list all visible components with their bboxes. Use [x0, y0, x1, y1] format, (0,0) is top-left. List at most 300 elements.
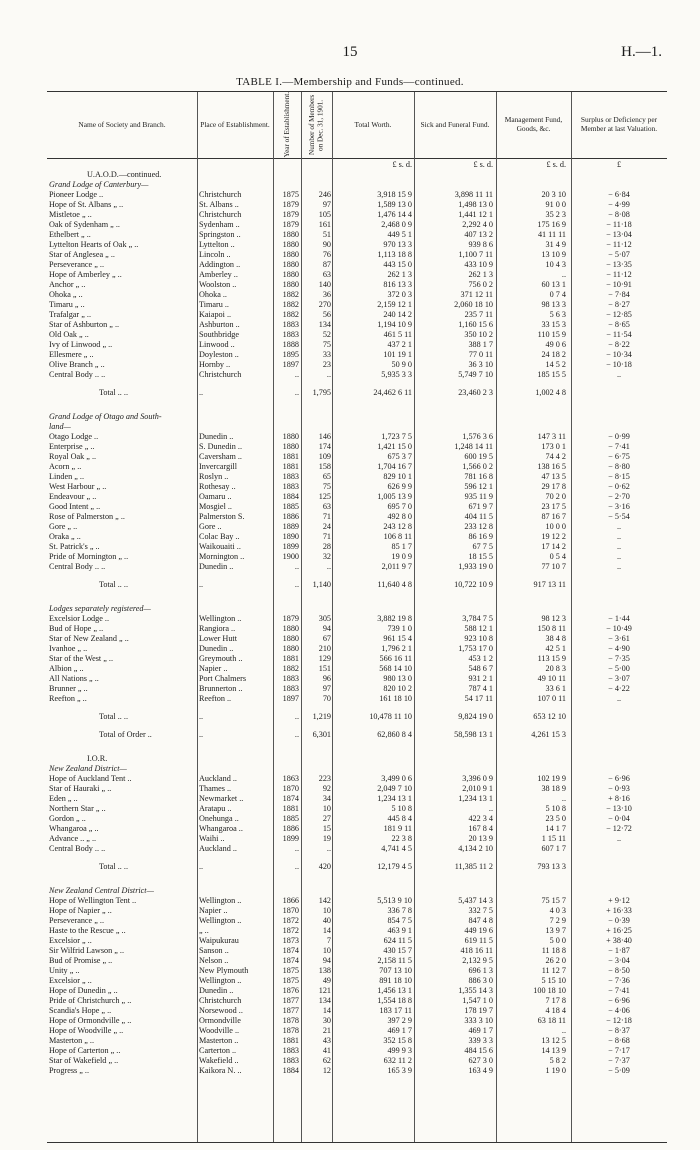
cell-sf: 2,132 9 5: [462, 956, 493, 965]
cell-name: Olive Branch „ ..: [49, 360, 105, 369]
cell-mem: 30: [322, 1016, 331, 1025]
cell-mg: ..: [561, 1026, 566, 1035]
cell-mg: 173 0 1: [541, 442, 566, 451]
section-heading: [47, 754, 667, 764]
cell-mem: 14: [322, 1006, 331, 1015]
cell-tw: 430 15 7: [383, 946, 412, 955]
cell-mem: 121: [318, 986, 331, 995]
cell-place: Addington ..: [199, 260, 241, 269]
table-row: [47, 976, 667, 986]
section-heading: [47, 764, 667, 774]
cell-mg: 23 17 5: [541, 502, 566, 511]
table-row: [47, 512, 667, 522]
cell-tw: 24,462 6 11: [373, 388, 412, 397]
cell-sf: 4,134 2 10: [458, 844, 493, 853]
cell-tw: 437 2 1: [387, 340, 412, 349]
cell-mem: 75: [322, 340, 331, 349]
cell-place: Ashburton ..: [199, 320, 240, 329]
cell-mg: 60 13 1: [541, 280, 566, 289]
cell-mem: 32: [322, 552, 331, 561]
table-row: [47, 946, 667, 956]
cell-sur: − 0·99: [608, 432, 630, 441]
cell-sf: 1,234 13 1: [458, 794, 493, 803]
cell-tw: 469 1 7: [387, 1026, 412, 1035]
cell-sf: 23,460 2 3: [458, 388, 493, 397]
cell-mem: 1,219: [312, 712, 331, 721]
cell-mg: 147 3 11: [537, 432, 566, 441]
cell-tw: 2,159 12 1: [377, 300, 412, 309]
cell-mem: 71: [322, 532, 331, 541]
cell-sur: − 3·07: [608, 674, 630, 683]
cell-name: Star of Hauraki „ ..: [49, 784, 112, 793]
cell-mem: 151: [318, 664, 331, 673]
cell-name: Star of the West „ ..: [49, 654, 113, 663]
cell-place: ..: [199, 730, 204, 739]
cell-name: Total of Order ..: [99, 730, 152, 739]
cell-sf: 886 3 0: [468, 976, 493, 985]
row-gap: [47, 380, 667, 388]
table-row: [47, 260, 667, 270]
cell-sur: ..: [616, 694, 622, 703]
table-row: [47, 794, 667, 804]
cell-year: 1886: [282, 824, 299, 833]
cell-tw: 12,179 4 5: [377, 862, 412, 871]
cell-year: 1883: [282, 1046, 299, 1055]
table-row: [47, 190, 667, 200]
row-gap: [47, 722, 667, 730]
cell-mem: 63: [322, 502, 331, 511]
table-row: [47, 674, 667, 684]
cell-name: Mistletoe „ ..: [49, 210, 92, 219]
cell-place: Christchurch: [199, 190, 242, 199]
section-heading-text: New Zealand Central District—: [49, 886, 154, 895]
section-heading: [47, 604, 667, 614]
cell-tw: 161 18 10: [379, 694, 412, 703]
cell-mg: 33 6 1: [545, 684, 566, 693]
table-row: [47, 896, 667, 906]
table-row: [47, 532, 667, 542]
table-row: [47, 472, 667, 482]
col-header-place: Place of Establishment.: [197, 92, 273, 159]
section-heading-text: Grand Lodge of Otago and South-: [49, 412, 162, 421]
cell-sur: − 5·07: [608, 250, 630, 259]
cell-mem: 10: [322, 906, 331, 915]
cell-sur: − 5·54: [608, 512, 630, 521]
cell-place: Brunnerton ..: [199, 684, 243, 693]
table-row: [47, 330, 667, 340]
cell-tw: 101 19 1: [383, 350, 412, 359]
cell-sf: 332 7 5: [468, 906, 493, 915]
cell-year: 1880: [282, 270, 299, 279]
cell-mem: 12: [322, 1066, 331, 1075]
cell-mg: 653 12 10: [533, 712, 566, 721]
total-row: [47, 580, 667, 590]
cell-place: Newmarket ..: [199, 794, 244, 803]
cell-tw: 632 11 2: [383, 1056, 412, 1065]
cell-sur: − 0·04: [608, 814, 630, 823]
cell-sur: ..: [616, 834, 622, 843]
cell-name: Star of Ashburton „ ..: [49, 320, 120, 329]
cell-sf: 469 1 7: [468, 1026, 493, 1035]
cell-place: Oamaru ..: [199, 492, 232, 501]
cell-name: Gordon „ ..: [49, 814, 86, 823]
cell-year: 1870: [282, 906, 299, 915]
cell-mem: 10: [322, 946, 331, 955]
cell-sf: 262 1 3: [468, 270, 493, 279]
cell-mem: 40: [322, 916, 331, 925]
cell-sf: 9,824 19 0: [458, 712, 493, 721]
cell-sur: ..: [616, 522, 622, 531]
cell-tw: 165 3 9: [387, 1066, 412, 1075]
cell-mem: 134: [318, 320, 331, 329]
cell-mem: 92: [322, 784, 331, 793]
cell-mg: 14 1 7: [545, 824, 566, 833]
cell-sur: − 13·10: [606, 804, 632, 813]
cell-place: Woolston ..: [199, 280, 237, 289]
cell-place: Wakefield ..: [199, 1056, 239, 1065]
table-row: [47, 542, 667, 552]
cell-mem: 27: [322, 814, 331, 823]
cell-year: ..: [294, 370, 299, 379]
table-row: [47, 684, 667, 694]
cell-sur: + 16·25: [606, 926, 632, 935]
cell-sur: − 6·75: [608, 452, 630, 461]
cell-tw: 449 5 1: [387, 230, 412, 239]
cell-mg: 607 1 7: [541, 844, 566, 853]
cell-sur: − 8·65: [608, 320, 630, 329]
cell-sf: 3,396 0 9: [462, 774, 493, 783]
page-header: [0, 44, 700, 66]
section-heading: [47, 170, 667, 180]
cell-tw: 626 9 9: [387, 482, 412, 491]
cell-mg: 33 15 3: [541, 320, 566, 329]
cell-sur: − 3·16: [608, 502, 630, 511]
cell-mg: 13 9 7: [545, 926, 566, 935]
cell-tw: 243 12 8: [383, 522, 412, 531]
table-row: [47, 552, 667, 562]
cell-sur: − 13·04: [606, 230, 632, 239]
cell-sur: − 8·08: [608, 210, 630, 219]
cell-place: Mornington ..: [199, 552, 245, 561]
cell-place: Timaru ..: [199, 300, 229, 309]
table-row: [47, 442, 667, 452]
cell-mem: 210: [318, 644, 331, 653]
cell-sur: − 1·87: [608, 946, 630, 955]
cell-sur: − 10·34: [606, 350, 632, 359]
cell-tw: 1,723 7 5: [381, 432, 412, 441]
cell-place: Christchurch: [199, 370, 242, 379]
cell-year: 1879: [282, 220, 299, 229]
cell-year: ..: [294, 730, 299, 739]
cell-tw: 4,741 4 5: [381, 844, 412, 853]
table-row: [47, 432, 667, 442]
cell-year: 1874: [282, 794, 299, 803]
cell-sur: − 7·37: [608, 1056, 630, 1065]
section-heading-text: U.A.O.D.—continued.: [87, 170, 162, 179]
cell-tw: 492 8 0: [387, 512, 412, 521]
cell-mg: 31 4 9: [545, 240, 566, 249]
cell-mg: 10 4 3: [545, 260, 566, 269]
cell-name: Star of Wakefield „ ..: [49, 1056, 119, 1065]
cell-tw: 1,113 18 8: [377, 250, 412, 259]
cell-mg: 14 5 2: [545, 360, 566, 369]
cell-mem: 62: [322, 1056, 331, 1065]
cell-sf: 388 1 7: [468, 340, 493, 349]
cell-mg: 0 5 4: [549, 552, 566, 561]
cell-mg: 5 8 2: [549, 1056, 566, 1065]
cell-name: Hope of Amberley „ ..: [49, 270, 122, 279]
section-heading-text: I.O.R.: [87, 754, 108, 763]
cell-tw: 707 13 10: [379, 966, 412, 975]
col-header-members-text: Number of Members on Dec. 31, 1901.: [308, 94, 325, 156]
cell-place: „ ..: [199, 926, 209, 935]
cell-sur: − 8·22: [608, 340, 630, 349]
col-header-sick-fund: Sick and Funeral Fund.: [414, 92, 496, 159]
cell-name: Total .. ..: [99, 580, 128, 589]
cell-sf: 11,385 11 2: [454, 862, 493, 871]
cell-sur: − 4·06: [608, 1006, 630, 1015]
cell-sur: − 6·84: [608, 190, 630, 199]
cell-mg: 49 0 6: [545, 340, 566, 349]
cell-mg: 87 16 7: [541, 512, 566, 521]
cell-year: ..: [294, 388, 299, 397]
total-row: [47, 862, 667, 872]
cell-name: Central Body .. ..: [49, 370, 106, 379]
cell-mg: 113 15 9: [537, 654, 566, 663]
table-row: [47, 804, 667, 814]
cell-sur: − 12·18: [606, 1016, 632, 1025]
cell-place: Port Chalmers: [199, 674, 247, 683]
table-row: [47, 310, 667, 320]
cell-place: Colac Bay ..: [199, 532, 240, 541]
cell-name: Unity „ ..: [49, 966, 80, 975]
cell-sur: ..: [616, 532, 622, 541]
cell-mg: 0 7 4: [549, 290, 566, 299]
cell-mg: 150 8 11: [537, 624, 566, 633]
cell-place: Thames ..: [199, 784, 232, 793]
cell-tw: 2,011 9 7: [381, 562, 412, 571]
cell-mem: 90: [322, 240, 331, 249]
cell-sf: 1,100 7 11: [458, 250, 493, 259]
cell-place: Waihi ..: [199, 834, 225, 843]
cell-sur: ..: [616, 552, 622, 561]
cell-mg: 5 15 10: [541, 976, 566, 985]
cell-name: Ellesmere „ ..: [49, 350, 94, 359]
cell-mg: 100 18 10: [533, 986, 566, 995]
section-heading-text: New Zealand District—: [49, 764, 127, 773]
cell-name: Total .. ..: [99, 388, 128, 397]
cell-place: Linwood ..: [199, 340, 235, 349]
cell-sur: + 38·40: [606, 936, 632, 945]
cell-sur: − 10·91: [606, 280, 632, 289]
cell-mg: 7 17 8: [545, 996, 566, 1005]
cell-mg: 13 10 9: [541, 250, 566, 259]
cell-year: 1879: [282, 200, 299, 209]
cell-sf: 407 13 2: [464, 230, 493, 239]
cell-sf: 588 12 1: [464, 624, 493, 633]
cell-sf: 333 3 10: [464, 1016, 493, 1025]
section-gap: [47, 872, 667, 886]
cell-name: Advance .. „ ..: [49, 834, 97, 843]
cell-sf: 58,598 13 1: [454, 730, 493, 739]
cell-sur: − 7·17: [608, 1046, 630, 1055]
cell-tw: 1,421 15 0: [377, 442, 412, 451]
cell-sf: 1,933 19 0: [458, 562, 493, 571]
cell-tw: 1,476 14 4: [377, 210, 412, 219]
cell-year: 1874: [282, 956, 299, 965]
cell-year: 1863: [282, 774, 299, 783]
cell-year: ..: [294, 580, 299, 589]
cell-mg: 14 13 9: [541, 1046, 566, 1055]
page-number: 15: [342, 44, 358, 60]
cell-year: 1889: [282, 522, 299, 531]
cell-mem: 174: [318, 442, 331, 451]
cell-mem: 49: [322, 976, 331, 985]
cell-mem: 71: [322, 512, 331, 521]
cell-mem: 97: [322, 200, 331, 209]
cell-mg: 41 11 11: [537, 230, 566, 239]
cell-place: Carterton ..: [199, 1046, 237, 1055]
cell-sur: − 10·49: [606, 624, 632, 633]
cell-mem: ..: [326, 844, 331, 853]
table-row: [47, 926, 667, 936]
cell-mg: 107 0 11: [537, 694, 566, 703]
cell-sur: − 8·80: [608, 462, 630, 471]
table-row: [47, 452, 667, 462]
cell-mem: 129: [318, 654, 331, 663]
cell-mem: 76: [322, 250, 331, 259]
cell-mem: 1,795: [312, 388, 331, 397]
cell-sf: 233 12 8: [464, 522, 493, 531]
table-row: [47, 240, 667, 250]
cell-mem: 7: [326, 936, 331, 945]
cell-mem: ..: [326, 562, 331, 571]
cell-tw: 11,640 4 8: [377, 580, 412, 589]
cell-year: 1880: [282, 250, 299, 259]
cell-tw: 891 18 10: [379, 976, 412, 985]
cell-name: Ethelbert „ ..: [49, 230, 91, 239]
cell-sur: − 7·84: [608, 290, 630, 299]
table-row: [47, 814, 667, 824]
cell-year: 1878: [282, 1016, 299, 1025]
cell-place: Invercargill: [199, 462, 238, 471]
cell-place: Greymouth ..: [199, 654, 243, 663]
currency-unit: £: [616, 160, 622, 169]
cell-name: Perseverance „ ..: [49, 916, 105, 925]
table-row: [47, 200, 667, 210]
cell-mg: 4 0 3: [549, 906, 566, 915]
table-row: [47, 220, 667, 230]
cell-mem: 67: [322, 634, 331, 643]
cell-sf: 696 1 3: [468, 966, 493, 975]
cell-tw: 829 10 1: [383, 472, 412, 481]
cell-year: 1880: [282, 442, 299, 451]
cell-sur: − 11·12: [606, 240, 632, 249]
cell-sf: 600 19 5: [464, 452, 493, 461]
cell-sur: − 8·27: [608, 300, 630, 309]
cell-year: ..: [294, 862, 299, 871]
cell-sur: ..: [616, 562, 622, 571]
cell-mg: 7 2 9: [549, 916, 566, 925]
cell-name: Total .. ..: [99, 862, 128, 871]
cell-mem: 56: [322, 310, 331, 319]
cell-name: Scandia's Hope „ ..: [49, 1006, 112, 1015]
currency-unit: £ s. d.: [473, 160, 493, 169]
cell-sf: 5,749 7 10: [458, 370, 493, 379]
table-row: [47, 1026, 667, 1036]
cell-sur: + 8·16: [608, 794, 630, 803]
cell-place: Dunedin ..: [199, 986, 234, 995]
cell-mg: 1,002 4 8: [535, 388, 566, 397]
cell-place: Southbridge: [199, 330, 240, 339]
cell-mg: 42 5 1: [545, 644, 566, 653]
cell-name: Pioneer Lodge ..: [49, 190, 104, 199]
cell-year: 1882: [282, 290, 299, 299]
cell-sur: + 16·33: [606, 906, 632, 915]
table-row: [47, 290, 667, 300]
cell-sur: − 10·18: [606, 360, 632, 369]
cell-year: 1897: [282, 360, 299, 369]
cell-mem: 146: [318, 432, 331, 441]
table-row: [47, 1016, 667, 1026]
section-heading-text: Grand Lodge of Canterbury—: [49, 180, 149, 189]
cell-name: Eden „ ..: [49, 794, 78, 803]
cell-mg: 63 18 11: [537, 1016, 566, 1025]
cell-name: Excelsior Lodge ..: [49, 614, 110, 623]
cell-place: Caversham ..: [199, 452, 242, 461]
cell-sf: 1,355 14 3: [458, 986, 493, 995]
section-heading-text: land—: [49, 422, 71, 431]
cell-tw: 22 3 8: [391, 834, 412, 843]
cell-sf: 1,576 3 6: [462, 432, 493, 441]
cell-mem: 87: [322, 260, 331, 269]
cell-tw: 980 13 0: [383, 674, 412, 683]
cell-year: 1883: [282, 1056, 299, 1065]
cell-sur: − 4·22: [608, 684, 630, 693]
cell-place: Lincoln ..: [199, 250, 231, 259]
total-row: [47, 388, 667, 398]
cell-tw: 568 14 10: [379, 664, 412, 673]
cell-sf: 671 9 7: [468, 502, 493, 511]
cell-name: Sir Wilfrid Lawson „ ..: [49, 946, 125, 955]
cell-mg: 5 0 0: [549, 936, 566, 945]
cell-year: 1885: [282, 502, 299, 511]
table-row: [47, 1006, 667, 1016]
cell-mem: 223: [318, 774, 331, 783]
col-header-total-worth: Total Worth.: [332, 92, 414, 159]
cell-name: Rose of Palmerston „ ..: [49, 512, 125, 521]
cell-sur: − 13·35: [606, 260, 632, 269]
cell-year: 1872: [282, 926, 299, 935]
cell-place: Lower Hutt: [199, 634, 237, 643]
cell-place: Christchurch: [199, 210, 242, 219]
table-row: [47, 482, 667, 492]
table-row: [47, 634, 667, 644]
cell-year: 1866: [282, 896, 299, 905]
table-row: [47, 916, 667, 926]
cell-name: Ivy of Linwood „ ..: [49, 340, 113, 349]
cell-name: Ivanhoe „ ..: [49, 644, 88, 653]
cell-mg: 138 16 5: [537, 462, 566, 471]
cell-tw: 739 1 0: [387, 624, 412, 633]
cell-place: Dunedin ..: [199, 562, 234, 571]
table-row: [47, 906, 667, 916]
cell-place: Wellington ..: [199, 976, 242, 985]
cell-place: Auckland ..: [199, 774, 237, 783]
cell-name: Central Body .. ..: [49, 844, 106, 853]
cell-mem: 41: [322, 1046, 331, 1055]
cell-tw: 1,589 13 0: [377, 200, 412, 209]
